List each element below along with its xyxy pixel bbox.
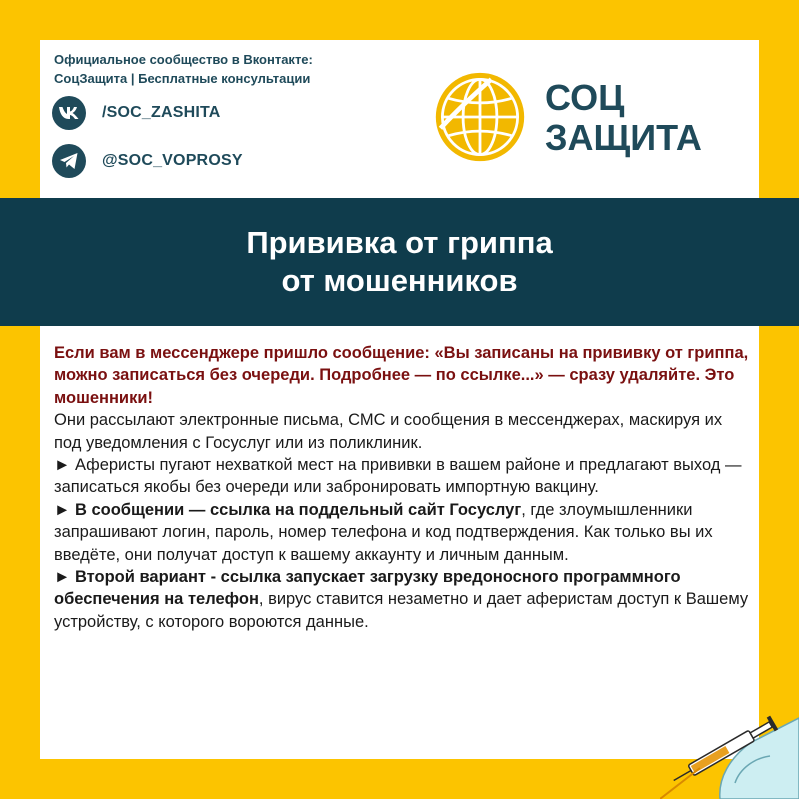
community-line-1: Официальное сообщество в Вконтакте: xyxy=(54,52,313,67)
brand-line-1: СОЦ xyxy=(545,77,625,118)
paragraph-1: Они рассылают электронные письма, СМС и сообщения в мессенджерах, маскируя их под уведомления с Госуслуг или из поликлиник. xyxy=(54,411,723,452)
lead-warning: Если вам в мессенджере пришло сообщение: «Вы записаны на прививку от гриппа, можно записаться без очереди. Подробнее — по ссылке...» — сразу удаляйте. Это мошенники! xyxy=(54,344,749,407)
paragraph-3 xyxy=(54,499,754,566)
title-line-1: Прививка от гриппа xyxy=(246,225,553,260)
telegram-handle: @SOC_VOPROSY xyxy=(102,152,243,169)
globe-logo-icon xyxy=(433,70,527,164)
vk-handle: /SOC_ZASHITA xyxy=(102,104,221,121)
body-card xyxy=(40,326,759,759)
vk-icon xyxy=(52,96,86,130)
brand-line-2: ЗАЩИТА xyxy=(545,117,702,158)
title-line-2: от мошенников xyxy=(281,263,518,298)
paragraph-3-text: , где злоумышленники запрашивают логин, пароль, номер телефона и код подтверждения. Как только вы их введёте, они получат доступ к вашему аккаунту и личным данным. xyxy=(54,500,713,564)
paragraph-4-bold: Второй вариант - ссылка запускает загрузку вредоносного программного обеспечения на телефон xyxy=(54,568,681,609)
title-banner xyxy=(0,198,799,326)
header-card xyxy=(40,40,759,198)
paragraph-3-bold: В сообщении — ссылка на поддельный сайт Госуслуг xyxy=(74,500,522,519)
telegram-icon xyxy=(52,144,86,178)
body-text xyxy=(54,342,754,633)
paragraph-2 xyxy=(54,454,754,499)
bullet-marker: ► xyxy=(54,500,71,519)
brand-name xyxy=(545,78,702,158)
community-line-2: СоцЗащита | Бесплатные консультации xyxy=(54,71,311,86)
syringe-icon xyxy=(660,688,799,799)
bullet-marker: ► xyxy=(54,456,71,475)
paragraph-4-text: , вирус ставится незаметно и дает аферистам доступ к Вашему устройству, с которого вороются данные. xyxy=(54,590,749,631)
vk-link[interactable] xyxy=(52,96,221,130)
paragraph-4 xyxy=(54,566,754,633)
paragraph-2-text: Аферисты пугают нехваткой мест на прививки в вашем районе и предлагают выход — записаться якобы без очереди или забронировать импортную вакцину. xyxy=(54,456,742,497)
bullet-marker: ► xyxy=(54,568,71,587)
telegram-link[interactable] xyxy=(52,144,243,178)
community-caption xyxy=(54,50,414,88)
